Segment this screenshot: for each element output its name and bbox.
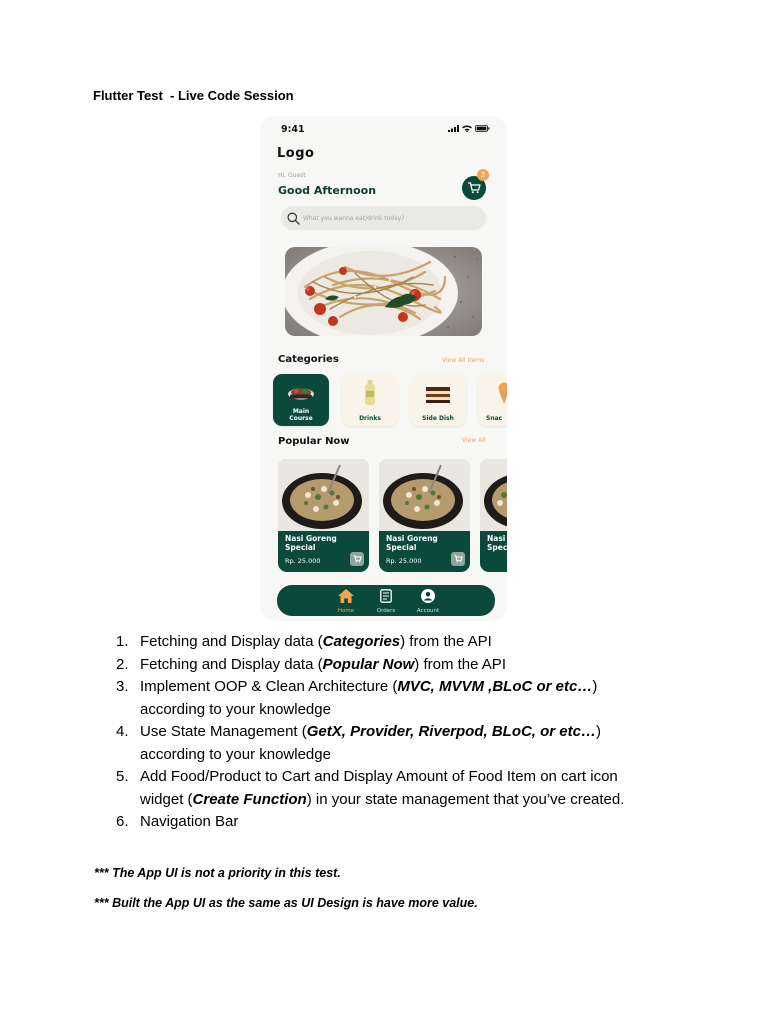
- bottle-icon: [363, 380, 377, 406]
- popular-now-title: Popular Now: [278, 436, 350, 447]
- greeting-subtitle: Hi, Guest: [278, 172, 306, 179]
- requirement-text: Fetching and Display data (: [140, 633, 323, 650]
- requirement-emphasis: Create Function: [192, 790, 307, 808]
- food-name: Nasi Spec: [487, 534, 507, 552]
- requirement-text: ) in your state management that you’ve created.: [306, 790, 625, 808]
- requirement-text: according to your knowledge: [140, 700, 331, 718]
- requirement-text: Fetching and Display data (: [140, 655, 323, 673]
- nav-item-orders[interactable]: [366, 588, 406, 614]
- category-label: Snac: [486, 415, 503, 422]
- nav-label: Home: [337, 608, 355, 614]
- category-card-side-dish[interactable]: [410, 374, 466, 426]
- cart-icon: [353, 555, 362, 563]
- requirement-item: [116, 811, 716, 834]
- food-price: Rp. 25.000: [285, 557, 321, 565]
- category-label: Side Dish: [422, 415, 454, 422]
- nav-label: Orders: [376, 608, 396, 614]
- food-name: Nasi Goreng Special: [386, 534, 438, 552]
- status-time: 9:41: [281, 124, 305, 135]
- promo-banner-image[interactable]: [285, 247, 482, 336]
- cart-icon: [468, 182, 481, 194]
- add-to-cart-button[interactable]: [350, 552, 364, 566]
- requirement-item: [116, 631, 716, 654]
- requirement-text: ) from the API: [400, 633, 492, 650]
- requirement-emphasis: Popular Now: [322, 655, 415, 673]
- requirement-number: 1.: [116, 633, 129, 650]
- requirement-text: Add Food/Product to Cart and Display Amount of Food Item on cart icon: [140, 768, 618, 785]
- signal-icon: [448, 125, 459, 132]
- cake-icon: [425, 384, 451, 404]
- wifi-icon: [462, 125, 472, 132]
- wok-dish-image: [379, 459, 470, 531]
- category-card-main-course[interactable]: [273, 374, 329, 426]
- requirement-text: widget (: [140, 790, 193, 808]
- popular-card[interactable]: [480, 459, 507, 572]
- plate-icon: [286, 380, 316, 404]
- popular-card[interactable]: [278, 459, 369, 572]
- category-card-drinks[interactable]: [342, 374, 398, 426]
- status-icons: [448, 125, 490, 132]
- nav-label: Account: [416, 608, 440, 614]
- food-photo: [480, 459, 507, 531]
- app-logo: Logo: [277, 146, 315, 161]
- food-photo: [379, 459, 470, 531]
- account-icon: [421, 589, 435, 603]
- cart-icon: [454, 555, 463, 563]
- requirement-text: ) from the API: [414, 655, 506, 673]
- requirement-emphasis: Categories: [322, 633, 401, 650]
- add-to-cart-button[interactable]: [451, 552, 465, 566]
- search-icon: [287, 212, 300, 225]
- nav-item-home[interactable]: [326, 588, 366, 614]
- requirement-item: [116, 654, 716, 677]
- pasta-photo: [285, 247, 482, 336]
- orders-icon: [380, 589, 392, 603]
- view-all-popular-link[interactable]: View All: [462, 437, 486, 444]
- requirement-text: Navigation Bar: [140, 813, 239, 830]
- category-card-snack[interactable]: [478, 374, 507, 426]
- greeting-title: Good Afternoon: [278, 184, 377, 197]
- note-ui-priority: *** The App UI is not a priority in this test.: [94, 866, 341, 880]
- nav-item-account[interactable]: [408, 588, 448, 614]
- category-label: Main Course: [289, 408, 313, 422]
- bottom-navigation-bar: [277, 585, 495, 616]
- requirement-item: [116, 676, 716, 721]
- search-bar[interactable]: [281, 206, 486, 230]
- popular-card[interactable]: [379, 459, 470, 572]
- requirements-list: [116, 631, 716, 834]
- requirement-item: [116, 766, 716, 811]
- requirement-text: ): [596, 723, 601, 740]
- requirement-text: Implement OOP & Clean Architecture (: [140, 678, 398, 695]
- categories-title: Categories: [278, 354, 339, 365]
- requirement-number: 3.: [116, 678, 129, 695]
- battery-icon: [475, 125, 490, 132]
- view-all-categories-link[interactable]: View All Items: [442, 357, 485, 364]
- food-name: Nasi Goreng Special: [285, 534, 337, 552]
- document-title: Flutter Test - Live Code Session: [93, 88, 294, 103]
- requirement-number: 6.: [116, 813, 129, 830]
- requirement-emphasis: GetX, Provider, Riverpod, BLoC, or etc…: [306, 723, 596, 740]
- requirement-item: [116, 721, 716, 766]
- wok-dish-image: [278, 459, 369, 531]
- requirement-text: Use State Management (: [140, 723, 307, 740]
- requirement-emphasis: MVC, MVVM ,BLoC or etc…: [397, 678, 593, 695]
- category-label: Drinks: [359, 415, 381, 422]
- search-input[interactable]: [303, 215, 473, 222]
- ice-cream-icon: [497, 382, 507, 406]
- app-mockup: [260, 116, 507, 621]
- requirement-number: 4.: [116, 723, 129, 740]
- food-photo: [278, 459, 369, 531]
- requirement-number: 5.: [116, 768, 129, 785]
- home-icon: [338, 589, 354, 603]
- requirement-text: ): [592, 678, 598, 695]
- requirement-number: 2.: [116, 655, 129, 673]
- wok-dish-image: [480, 459, 507, 531]
- requirement-text: according to your knowledge: [140, 745, 331, 763]
- food-price: Rp. 25.000: [386, 557, 422, 565]
- note-ui-value: *** Built the App UI as the same as UI Design is have more value.: [94, 896, 478, 910]
- cart-count-badge: 2: [477, 169, 489, 181]
